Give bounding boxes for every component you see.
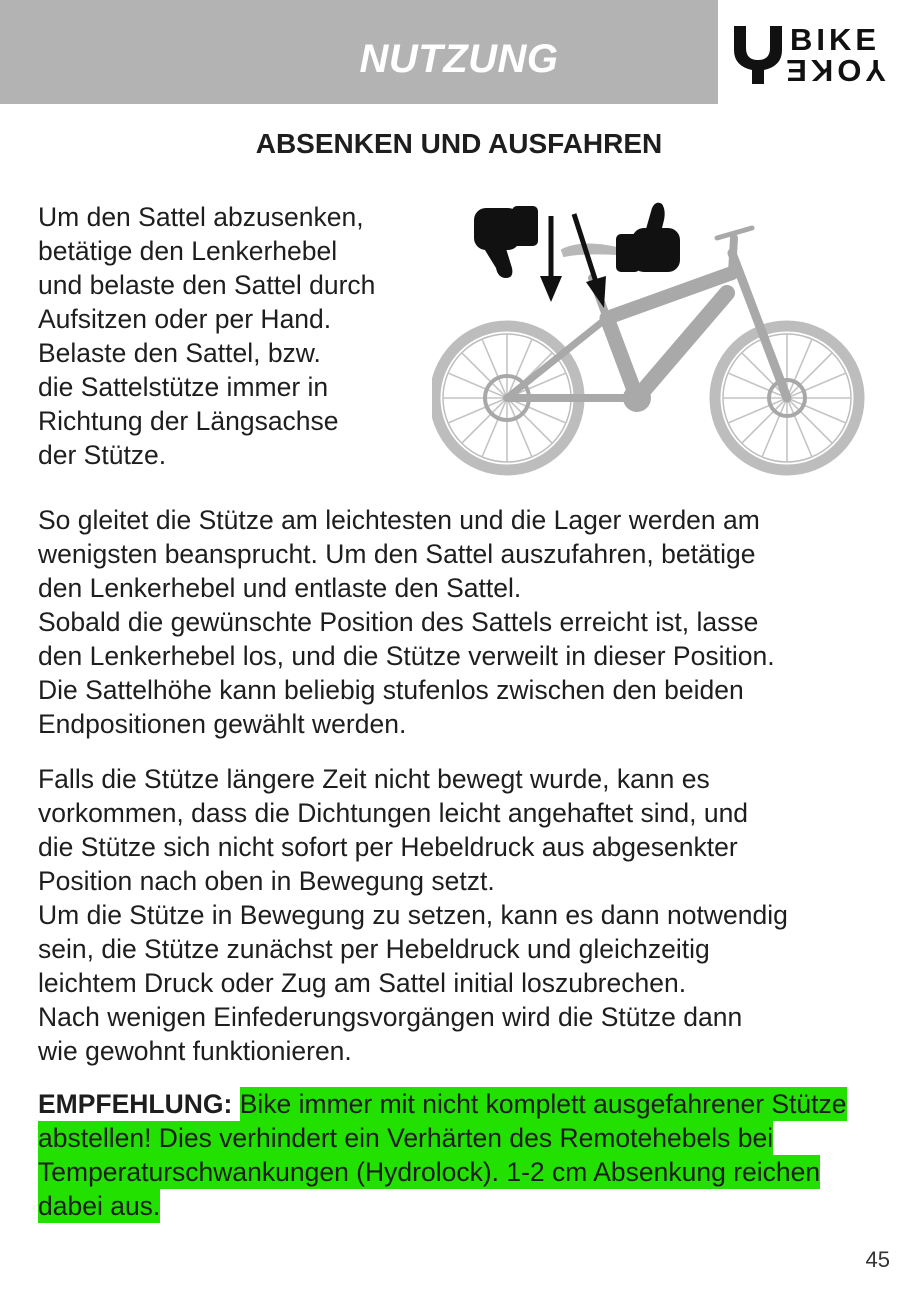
bike-illustration (432, 198, 882, 488)
logo-word-bike: BIKE (790, 22, 881, 57)
recommendation-highlighted-text: Bike immer mit nicht komplett ausgefahrener Stütze abstellen! Dies verhindert ein Verhärten des Remotehebels bei Temperaturschwankungen (Hydrolock). 1-2 cm Absenkung reichen dabei aus. (38, 1089, 847, 1221)
logo-word-yoke: YOKE (782, 53, 886, 88)
intro-paragraph: Um den Sattel abzusenken, betätige den Lenkerhebel und belaste den Sattel durch Aufsitzen oder per Hand. Belaste den Sattel, bzw. die Sattelstütze immer in Richtung der Längsachse der Stütze. (38, 202, 376, 470)
chapter-title: NUTZUNG (359, 37, 559, 81)
yoke-y-icon (730, 22, 790, 88)
diagonal-arrow-icon (574, 214, 606, 308)
recommendation-label: EMPFEHLUNG: (38, 1089, 233, 1119)
thumbs-up-icon (616, 203, 680, 272)
recommendation-paragraph (38, 1087, 888, 1223)
paragraph-usage: So gleitet die Stütze am leichtesten und die Lager werden am wenigsten beansprucht. Um den Sattel auszufahren, betätige den Lenkerhebel und entlaste den Sattel. Sobald die gewünschte Position des Sattels erreicht ist, lasse den Lenkerhebel los, und die Stütze verweilt in dieser Position. Die Sattelhöhe kann beliebig stufenlos zwischen den beiden Endpositionen gewählt werden. (38, 505, 775, 739)
paragraph-seals: Falls die Stütze längere Zeit nicht bewegt wurde, kann es vorkommen, dass die Dichtungen leicht angehaftet sind, und die Stütze sich nicht sofort per Hebeldruck aus abgesenkter Position nach oben in Bewegung setzt. Um die Stütze in Bewegung zu setzen, kann es dann notwendig sein, die Stütze zunächst per Hebeldruck und gleichzeitig leichtem Druck oder Zug am Sattel initial loszubrechen. Nach wenigen Einfederungsvorgängen wird die Stütze dann wie gewohnt funktionieren. (38, 764, 788, 1066)
section-heading: ABSENKEN UND AUSFAHREN (255, 128, 663, 159)
down-arrow-icon (540, 216, 562, 302)
page-number: 45 (865, 1247, 890, 1272)
thumbs-down-icon (474, 206, 538, 278)
bikeyoke-logo (730, 22, 895, 88)
